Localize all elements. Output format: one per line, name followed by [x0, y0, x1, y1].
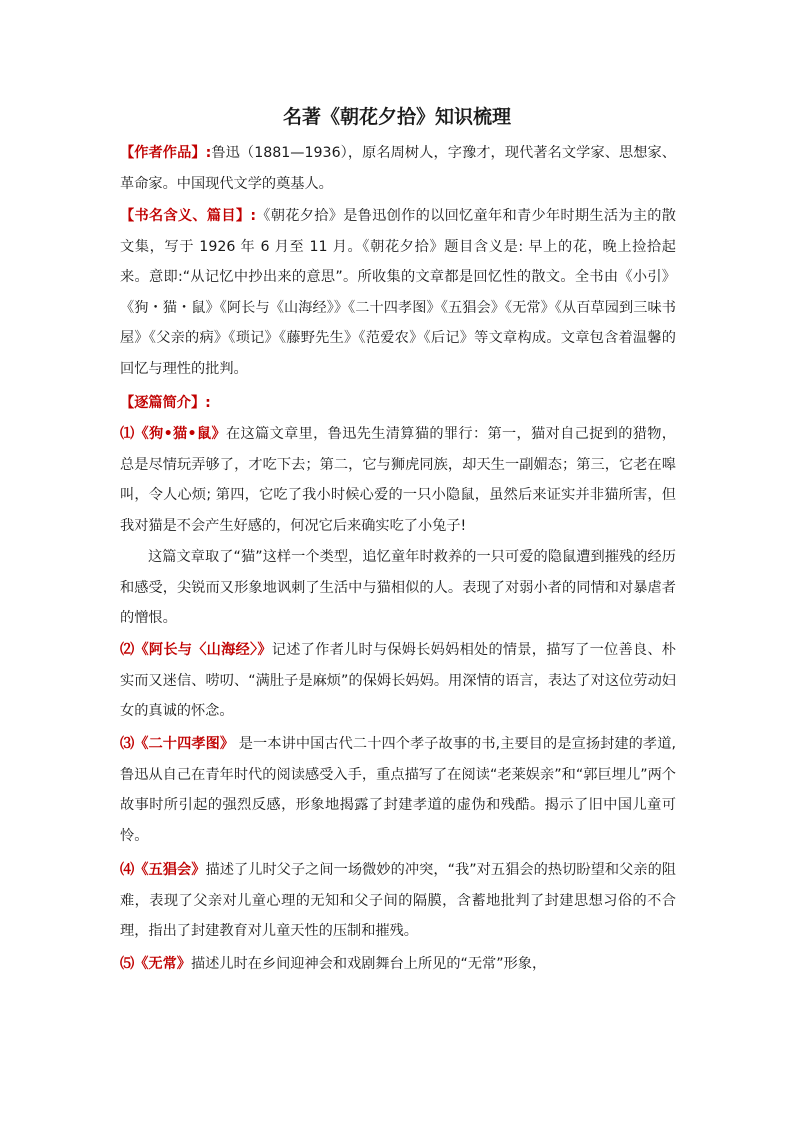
meaning-paragraph — [120, 201, 676, 384]
meaning-label: 【书名含义、篇目】: — [120, 208, 257, 224]
summary-heading: 【逐篇简介】: — [120, 395, 211, 411]
item5-text: 描述儿时在乡间迎神会和戏剧舞台上所见的“无常”形象， — [190, 956, 547, 972]
item1-text: 在这篇文章里，鲁迅先生清算猫的罪行：第一，猫对自己捉到的猎物，总是尽情玩弄够了，才吃下去；第二，它与狮虎同族，却天生一副媚态；第三，它老在嗥叫，令人心烦; 第四，它吃了我小时候心爱的一只小隐鼠，虽然后来证实并非猫所害，但我对猫是不会产生好感的，何况它后来确实吃了小兔子! — [120, 426, 676, 534]
meaning-text: 《朝花夕拾》是鲁迅创作的以回忆童年和青少年时期生活为主的散文集，写于 1926 年 6 月至 11 月。《朝花夕拾》题目含义是: 早上的花，晚上捡拾起来。意即:“从记忆中抄出来的意思”。所收集的文章都是回忆性的散文。全书由《小引》《狗・猫・鼠》《阿长与《山海经》》《二十四孝图》《五猖会》《无常》《从百草园到三味书屋》《父亲的病》《琐记》《藤野先生》《范爱农》《后记》等文章构成。文章包含着温馨的回忆与理性的批判。 — [120, 208, 676, 377]
item3-label: ⑶《二十四孝图》 — [120, 736, 235, 752]
item2-label: ⑵《阿长与〈山海经〉》 — [120, 642, 272, 658]
item2-text: 记述了作者儿时与保姆长妈妈相处的情景，描写了一位善良、朴实而又迷信、唠叨、“满肚子是麻烦”的保姆长妈妈。用深情的语言，表达了对这位劳动妇女的真诚的怀念。 — [120, 642, 676, 719]
item2-paragraph — [120, 635, 676, 727]
item4-label: ⑷《五猖会》 — [120, 862, 206, 878]
item4-paragraph — [120, 855, 676, 947]
author-text: 鲁迅（1881—1936），原名周树人，字豫才，现代著名文学家、思想家、革命家。中国现代文学的奠基人。 — [120, 145, 676, 192]
author-label: 【作者作品】: — [120, 145, 212, 161]
item3-text: 是一本讲中国古代二十四个孝子故事的书,主要目的是宣扬封建的孝道,鲁迅从自己在青年时代的阅读感受入手，重点描写了在阅读“老莱娱亲”和“郭巨埋儿”两个故事时所引起的强烈反感，形象地揭露了封建孝道的虚伪和残酷。揭示了旧中国儿童可怜。 — [120, 736, 676, 844]
item4-text: 描述了儿时父子之间一场微妙的冲突，“我”对五猖会的热切盼望和父亲的阻难，表现了父亲对儿童心理的无知和父子间的隔膜，含蓄地批判了封建思想习俗的不合理，指出了封建教育对儿童天性的压制和摧残。 — [120, 862, 676, 939]
item5-label: ⑸《无常》 — [120, 956, 191, 972]
item1-paragraph — [120, 419, 676, 541]
item5-paragraph — [120, 949, 676, 980]
item1-extra-paragraph: 这篇文章取了“猫”这样一个类型，追忆童年时救养的一只可爱的隐鼠遭到摧残的经历和感受，尖锐而又形象地讽刺了生活中与猫相似的人。表现了对弱小者的同情和对暴虐者的憎恨。 — [120, 549, 676, 626]
page-title: 名著《朝花夕拾》知识梳理 — [282, 106, 511, 128]
summary-heading-paragraph — [120, 388, 676, 419]
item3-paragraph — [120, 729, 676, 851]
item1-label: ⑴《狗•猫•鼠》 — [120, 426, 226, 442]
author-paragraph — [120, 138, 676, 199]
